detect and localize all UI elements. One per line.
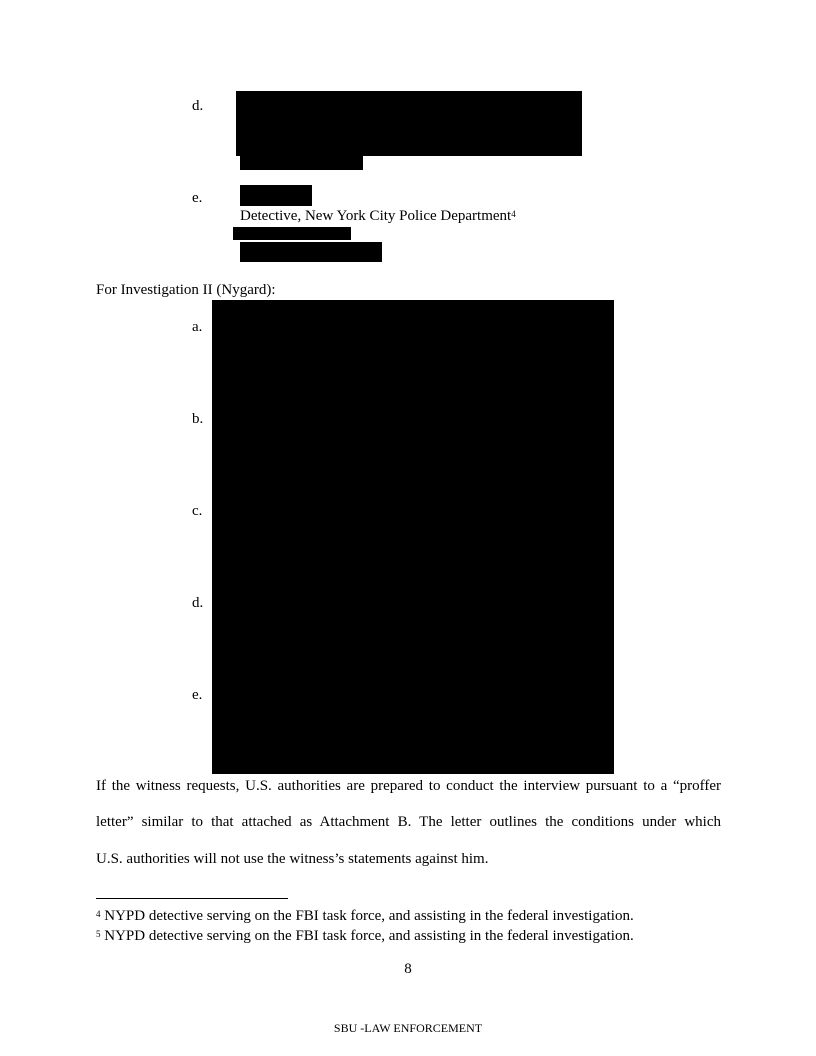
list-label-d: d. — [192, 98, 204, 114]
redaction-block — [240, 156, 363, 170]
redaction-block — [212, 300, 614, 774]
section-heading: For Investigation II (Nygard): — [96, 282, 276, 298]
classification-footer: SBU -LAW ENFORCEMENT — [333, 1021, 483, 1035]
paragraph-line-3: U.S. authorities will not use the witness’s statements against him. — [96, 851, 489, 867]
footnote-number: 5 — [96, 929, 101, 939]
detective-title-text: Detective, New York City Police Department — [240, 208, 512, 224]
redaction-block — [240, 185, 312, 206]
footnote-text: NYPD detective serving on the FBI task force, and assisting in the federal investigation. — [104, 908, 634, 924]
footnote-4 — [96, 907, 634, 925]
footnote-divider — [96, 898, 288, 899]
paragraph-line-1: If the witness requests, U.S. authorities are prepared to conduct the interview pursuant to a “proffer — [96, 778, 721, 794]
page-number: 8 — [404, 961, 412, 977]
footnote-ref-4: 4 — [511, 209, 516, 219]
detective-title — [240, 207, 516, 225]
list-label-e: e. — [192, 687, 203, 703]
footnote-5 — [96, 927, 634, 945]
footnote-text: NYPD detective serving on the FBI task force, and assisting in the federal investigation. — [104, 928, 634, 944]
list-label-d: d. — [192, 595, 204, 611]
list-label-c: c. — [192, 503, 203, 519]
list-label-b: b. — [192, 411, 204, 427]
list-label-e: e. — [192, 190, 203, 206]
list-label-a: a. — [192, 319, 203, 335]
redaction-block — [240, 242, 382, 262]
redaction-block — [233, 227, 351, 240]
footnote-number: 4 — [96, 909, 101, 919]
redaction-block — [236, 91, 582, 156]
paragraph-line-2: letter” similar to that attached as Attachment B. The letter outlines the conditions under which — [96, 814, 721, 830]
